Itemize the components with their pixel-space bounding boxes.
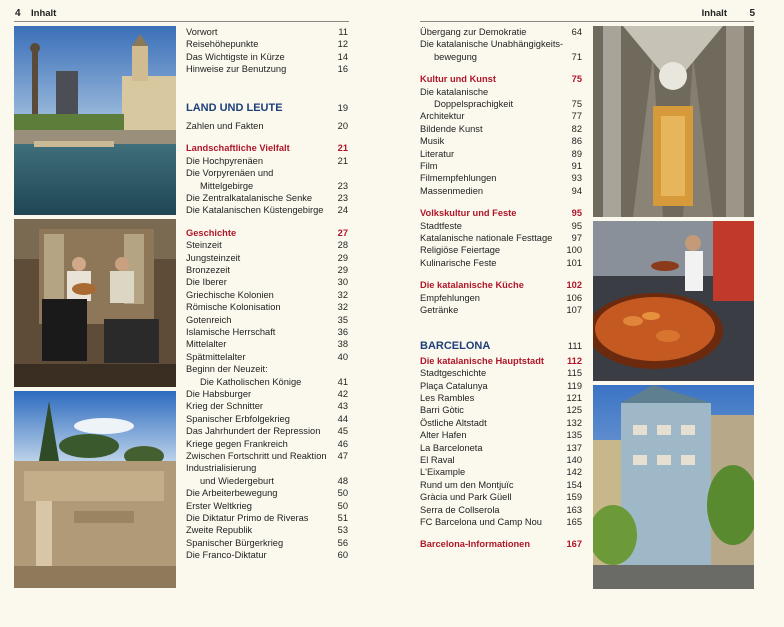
toc-entry-title: Die Franco-Diktatur — [186, 550, 267, 561]
toc-entry-page: 137 — [566, 442, 582, 453]
toc-entry-page: 102 — [566, 280, 582, 291]
toc-entry-page: 45 — [337, 426, 348, 437]
toc-entry-page: 135 — [566, 430, 582, 441]
left-page-number: 4 — [15, 8, 21, 19]
ruins-photo — [14, 391, 176, 588]
toc-entry-page: 112 — [567, 355, 582, 366]
toc-entry-title: Zahlen und Fakten — [186, 121, 264, 131]
toc-entry-page: 119 — [567, 380, 582, 391]
toc-entry-page: 30 — [337, 277, 348, 288]
toc-entry-title: Geschichte — [186, 227, 237, 238]
toc-entry-page: 95 — [571, 220, 582, 231]
toc-entry-page: 21 — [337, 143, 348, 154]
toc-entry-title: Barcelona-Informationen — [420, 539, 531, 550]
toc-entry-title: Spätmittelalter — [186, 351, 246, 362]
toc-entry-page: 12 — [337, 39, 348, 50]
toc-entry-title: Film — [420, 161, 438, 171]
toc-entry-title: FC Barcelona und Camp Nou — [420, 517, 542, 527]
toc-entry-title: Die katalanische Hauptstadt — [420, 355, 544, 366]
toc-entry-title: Das Wichtigste in Kürze — [186, 51, 285, 62]
toc-entry-title: LAND UND LEUTE — [186, 101, 283, 114]
toc-entry-page: 100 — [566, 245, 582, 256]
toc-entry-title: L'Eixample — [420, 467, 466, 478]
toc-entry-title: Die Iberer — [186, 277, 227, 288]
toc-entry-title: Plaça Catalunya — [420, 380, 488, 391]
toc-entry-page: 48 — [337, 475, 348, 486]
toc-entry-title: Volkskultur und Feste — [420, 208, 517, 219]
toc-entry-title: Krieg der Schnitter — [186, 401, 263, 412]
toc-entry-title: Landschaftliche Vielfalt — [186, 143, 290, 154]
toc-entry-title: Die katalanische — [420, 86, 489, 97]
left-header-rule — [14, 21, 349, 22]
toc-entry-page: 29 — [337, 252, 348, 263]
toc-entry-page: 47 — [337, 451, 348, 461]
toc-entry-title: Die Arbeiterbewegung — [186, 488, 278, 499]
toc-entry-title: Die Zentralkatalanische Senke — [186, 193, 313, 203]
toc-entry-page: 50 — [337, 488, 348, 499]
toc-entry-title: La Barceloneta — [420, 442, 483, 453]
toc-entry-page: 132 — [566, 417, 582, 428]
toc-entry-page: 24 — [337, 205, 348, 216]
toc-entry-page: 14 — [337, 51, 348, 62]
toc-entry-title: Die Katholischen Könige — [200, 376, 302, 387]
toc-entry-page: 159 — [566, 492, 582, 503]
toc-entry-page: 46 — [337, 438, 348, 449]
toc-entry-title: Bildende Kunst — [420, 123, 483, 134]
toc-entry-page: 36 — [337, 327, 348, 337]
toc-entry-page: 35 — [337, 314, 348, 325]
toc-entry-page: 97 — [571, 233, 582, 243]
toc-entry-title: Spanischer Bürgerkrieg — [186, 537, 284, 548]
toc-entry-title: Massenmedien — [420, 185, 484, 196]
toc-entry-page: 111 — [567, 341, 582, 352]
right-page-number: 5 — [749, 8, 755, 19]
toc-entry-title: Die Diktatur Primo de Riveras — [186, 513, 309, 523]
toc-entry-page: 28 — [337, 240, 348, 251]
toc-entry-page: 29 — [337, 265, 348, 275]
toc-entry-title: Jungsteinzeit — [186, 252, 241, 263]
toc-entry-title: Kultur und Kunst — [420, 74, 496, 85]
toc-entry-page: 115 — [567, 368, 582, 379]
toc-entry-title: Getränke — [420, 305, 459, 315]
toc-entry-page: 165 — [566, 517, 582, 527]
toc-entry-page: 86 — [571, 136, 582, 147]
toc-entry-page: 154 — [566, 479, 582, 490]
toc-entry-title: Römische Kolonisation — [186, 302, 281, 313]
toc-entry-page: 77 — [571, 111, 582, 122]
toc-entry-page: 56 — [337, 537, 348, 548]
toc-entry-title: Beginn der Neuzeit: — [186, 364, 268, 375]
toc-entry-title: Mittelgebirge — [200, 180, 254, 191]
toc-entry-title: Griechische Kolonien — [186, 289, 274, 300]
toc-entry-page: 42 — [337, 389, 348, 399]
toc-entry-title: Die katalanische Küche — [420, 280, 524, 291]
toc-entry-title: Barri Gòtic — [420, 405, 464, 416]
toc-entry-title: und Wiedergeburt — [200, 475, 274, 486]
toc-entry-page: 107 — [566, 305, 582, 315]
toc-entry-page: 50 — [337, 500, 348, 511]
toc-entry-title: Architektur — [420, 111, 465, 122]
toc-entry-title: Reisehöhepunkte — [186, 39, 259, 50]
toc-entry-title: Gràcia und Park Güell — [420, 492, 512, 503]
toc-entry-page: 53 — [337, 525, 348, 536]
toc-entry-title: Steinzeit — [186, 240, 222, 251]
toc-entry-page: 125 — [566, 405, 582, 416]
toc-entry-title: Gotenreich — [186, 314, 232, 325]
toc-entry-page: 16 — [337, 64, 348, 75]
toc-entry-page: 91 — [571, 161, 582, 171]
toc-entry-title: Stadtgeschichte — [420, 368, 487, 379]
toc-entry-page: 142 — [566, 467, 582, 478]
toc-entry-title: Katalanische nationale Festtage — [420, 233, 553, 243]
toc-entry-title: Filmempfehlungen — [420, 173, 497, 184]
toc-entry-page: 51 — [337, 513, 348, 523]
toc-entry-page: 44 — [337, 413, 348, 424]
toc-entry-title: Islamische Herrschaft — [186, 327, 276, 337]
toc-entry-title: Spanischer Erbfolgekrieg — [186, 413, 290, 424]
right-header-rule — [420, 21, 754, 22]
toc-entry-title: Alter Hafen — [420, 430, 467, 441]
musicians-photo — [14, 219, 176, 387]
casa-batllo-photo — [593, 385, 754, 589]
toc-entry-title: Kriege gegen Frankreich — [186, 438, 288, 449]
toc-entry-title: Östliche Altstadt — [420, 417, 487, 428]
toc-entry-page: 64 — [571, 27, 582, 37]
toc-entry-title: Das Jahrhundert der Repression — [186, 426, 321, 437]
toc-entry-title: Zweite Republik — [186, 525, 253, 536]
toc-entry-title: Doppelsprachigkeit — [434, 99, 514, 109]
toc-entry-page: 23 — [337, 180, 348, 191]
toc-entry-title: Die Katalanischen Küstengebirge — [186, 205, 324, 216]
toc-left-column — [186, 26, 348, 586]
toc-entry-page: 40 — [337, 351, 348, 362]
toc-entry-page: 167 — [566, 539, 582, 550]
toc-entry-title: Zwischen Fortschritt und Reaktion — [186, 451, 327, 461]
toc-entry-page: 41 — [337, 376, 348, 387]
toc-entry-title: Musik — [420, 136, 445, 147]
toc-entry-page: 27 — [337, 227, 348, 238]
toc-entry-title: Hinweise zur Benutzung — [186, 64, 287, 75]
toc-entry-title: BARCELONA — [420, 340, 491, 353]
toc-entry-page: 32 — [337, 289, 348, 300]
toc-entry-title: Empfehlungen — [420, 292, 480, 303]
toc-entry-title: Erster Weltkrieg — [186, 500, 252, 511]
toc-entry-title: Die katalanische Unabhängigkeits- — [420, 39, 564, 50]
toc-entry-page: 75 — [571, 99, 582, 109]
toc-entry-title: Industrialisierung — [186, 463, 257, 474]
paella-photo — [593, 221, 754, 381]
toc-entry-page: 20 — [337, 121, 348, 131]
right-running-title: Inhalt — [701, 8, 727, 19]
toc-entry-page: 82 — [571, 123, 582, 134]
toc-entry-title: Stadtfeste — [420, 220, 462, 231]
toc-entry-title: bewegung — [434, 51, 477, 62]
toc-entry-page: 93 — [571, 173, 582, 184]
toc-entry-page: 94 — [571, 185, 582, 196]
toc-entry-title: Übergang zur Demokratie — [420, 27, 527, 37]
toc-entry-page: 163 — [566, 504, 582, 515]
cathedral-photo — [593, 26, 754, 217]
toc-entry-title: Bronzezeit — [186, 265, 230, 275]
toc-entry-page: 75 — [571, 74, 582, 85]
toc-entry-page: 19 — [337, 102, 348, 113]
toc-entry-page: 89 — [571, 148, 582, 159]
toc-entry-title: Mittelalter — [186, 339, 227, 350]
toc-entry-title: Les Rambles — [420, 393, 475, 403]
toc-entry-page: 101 — [566, 257, 582, 268]
toc-entry-title: Die Hochpyrenäen — [186, 155, 264, 166]
toc-entry-page: 23 — [337, 193, 348, 203]
toc-entry-page: 106 — [566, 292, 582, 303]
toc-right-column — [420, 26, 582, 586]
toc-entry-page: 140 — [566, 455, 582, 465]
toc-entry-title: Literatur — [420, 148, 455, 159]
toc-entry-title: Serra de Collserola — [420, 504, 500, 515]
toc-entry-page: 60 — [337, 550, 348, 561]
toc-entry-title: Die Vorpyrenäen und — [186, 168, 274, 179]
toc-entry-title: Kulinarische Feste — [420, 257, 497, 268]
toc-entry-title: Vorwort — [186, 27, 218, 37]
left-running-title: Inhalt — [31, 8, 57, 19]
toc-entry-page: 32 — [337, 302, 348, 313]
toc-entry-page: 71 — [571, 51, 582, 62]
toc-entry-page: 121 — [566, 393, 582, 403]
toc-entry-page: 43 — [337, 401, 348, 412]
toc-entry-title: Rund um den Montjuïc — [420, 479, 514, 490]
toc-entry-page: 38 — [337, 339, 348, 350]
toc-entry-title: Die Habsburger — [186, 389, 252, 399]
toc-entry-page: 21 — [337, 155, 348, 166]
toc-entry-page: 95 — [571, 208, 582, 219]
toc-entry-title: El Raval — [420, 455, 455, 465]
harbor-photo — [14, 26, 176, 215]
toc-entry-title: Religiöse Feiertage — [420, 245, 501, 256]
toc-entry-page: 11 — [338, 27, 348, 37]
